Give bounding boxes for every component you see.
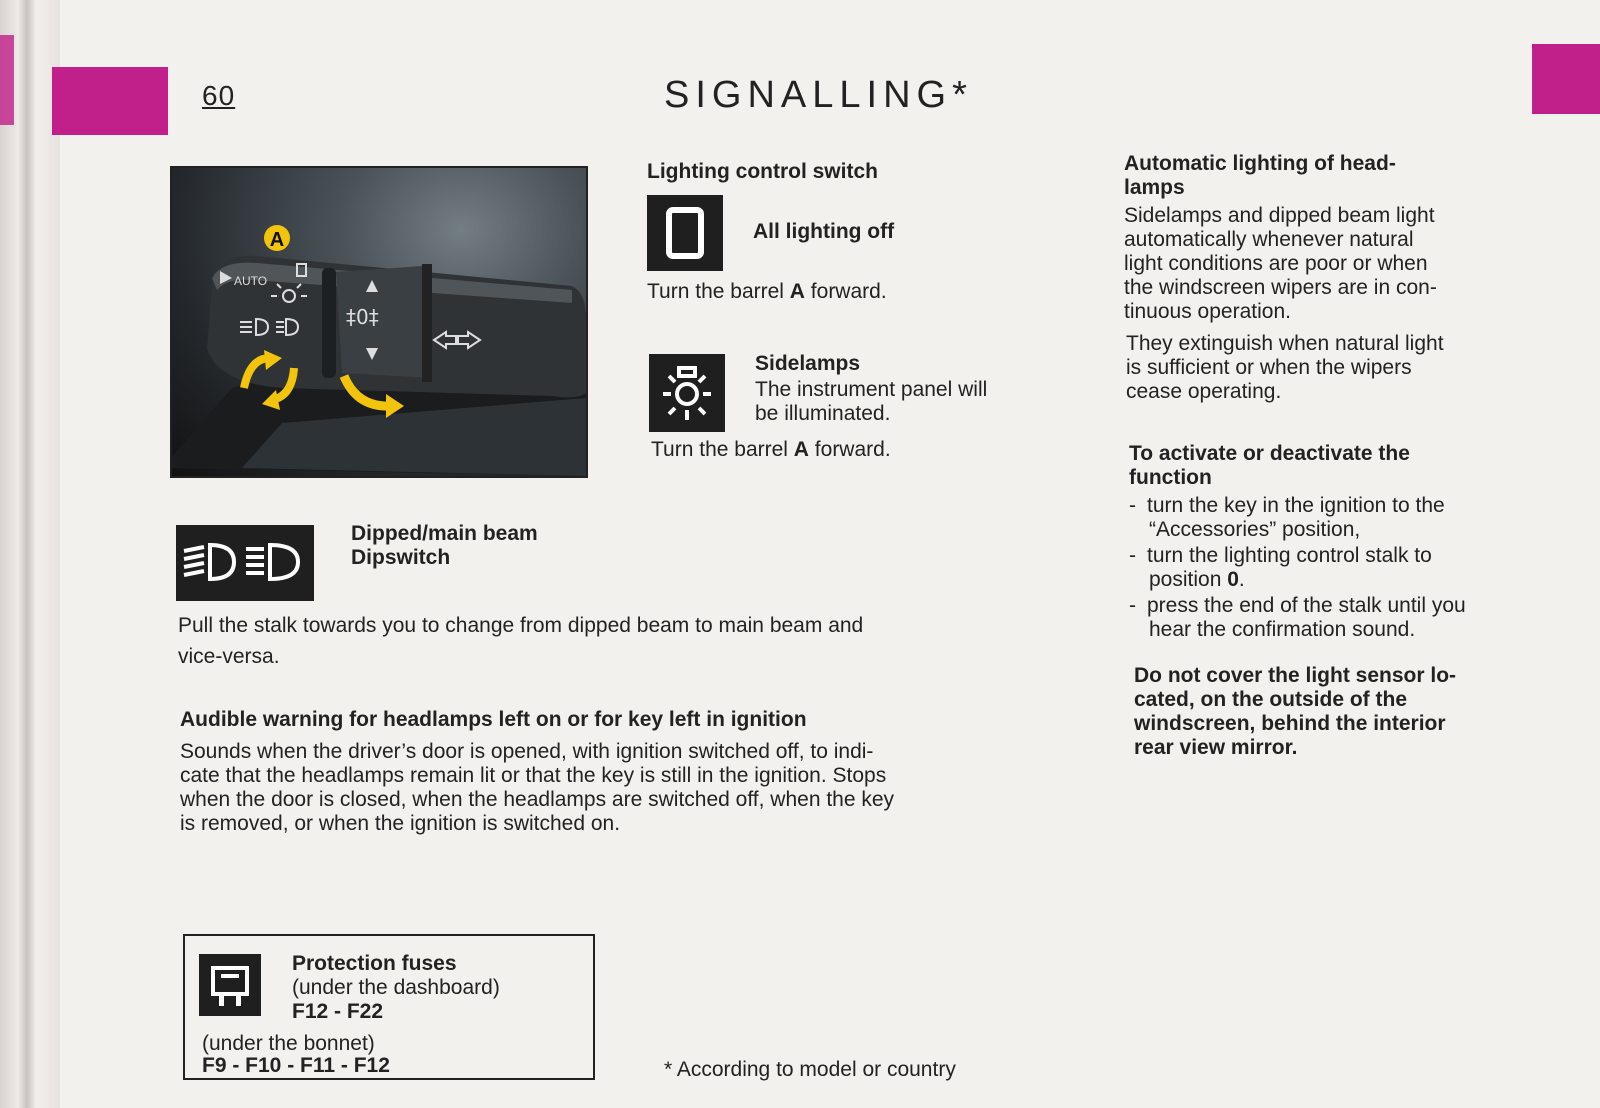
auto-lighting-heading-line-1: Automatic lighting of head- (1124, 152, 1396, 175)
activate-step-3-line-1: press the end of the stalk until you (1147, 594, 1466, 617)
activate-step-1-line-1: turn the key in the ignition to the (1147, 494, 1445, 517)
auto-lighting-text1-line-3: light conditions are poor or when (1124, 252, 1428, 275)
fuses-heading: Protection fuses (292, 952, 457, 975)
stalk-illustration (172, 168, 586, 476)
activate-step-1-line-2: “Accessories” position, (1149, 518, 1361, 541)
fuses-box (183, 934, 595, 1080)
stalk-photo (170, 166, 588, 478)
auto-lighting-text2-line-1: They extinguish when natural light (1126, 332, 1444, 355)
marker-a-label: A (269, 229, 285, 251)
audible-warning-line-1: Sounds when the driver’s door is opened, with ignition switched off, to indi- (180, 740, 874, 763)
activate-step-1-bullet: - (1129, 494, 1136, 517)
dipswitch-heading-line-2: Dipswitch (351, 546, 451, 569)
all-off-label: All lighting off (753, 220, 895, 243)
dipswitch-text-line-2: vice-versa. (178, 645, 280, 668)
dipped-main-beam-icon (176, 525, 314, 601)
edge-thumb-mark (0, 35, 14, 125)
activate-heading-line-1: To activate or deactivate the (1129, 442, 1410, 465)
activate-heading-line-2: function (1129, 466, 1212, 489)
activate-step-2-line-1: turn the lighting control stalk to (1147, 544, 1432, 567)
fuses-bonnet-values: F9 - F10 - F11 - F12 (202, 1054, 390, 1077)
auto-lighting-heading-line-2: lamps (1124, 176, 1185, 199)
chapter-tab-left (52, 67, 168, 135)
activate-step-2-bullet: - (1129, 544, 1136, 567)
svg-text:‡0‡: ‡0‡ (346, 305, 379, 329)
sidelamps-desc-line-1: The instrument panel will (755, 378, 988, 401)
all-off-text: Turn the barrel A forward. (647, 280, 887, 303)
fuses-dashboard-values: F12 - F22 (292, 1000, 384, 1023)
sidelamps-desc-line-2: be illuminated. (755, 402, 891, 425)
warning-line-4: rear view mirror. (1134, 736, 1298, 759)
sidelamps-label: Sidelamps (755, 352, 861, 375)
dipswitch-text-line-1: Pull the stalk towards you to change from dipped beam to main beam and (178, 614, 864, 637)
warning-line-1: Do not cover the light sensor lo- (1134, 664, 1457, 687)
audible-warning-line-2: cate that the headlamps remain lit or that the key is still in the ignition. Stops (180, 764, 887, 787)
auto-lighting-text1-line-4: the windscreen wipers are in con- (1124, 276, 1437, 299)
dipswitch-icon-box (176, 525, 314, 601)
warning-line-3: windscreen, behind the interior (1134, 712, 1446, 735)
auto-lighting-text2-line-2: is sufficient or when the wipers (1126, 356, 1412, 379)
page-title: SIGNALLING* (664, 74, 973, 116)
audible-warning-line-4: is removed, or when the ignition is switched on. (180, 812, 621, 835)
auto-lighting-text1-line-5: tinuous operation. (1124, 300, 1291, 323)
fuse-icon (199, 954, 261, 1016)
activate-step-3-bullet: - (1129, 594, 1136, 617)
page-edge (0, 0, 60, 1108)
sidelamp-icon (649, 354, 725, 432)
auto-label: AUTO (234, 274, 268, 288)
sidelamps-icon-box (649, 354, 725, 432)
lighting-control-heading: Lighting control switch (647, 160, 878, 183)
audible-warning-heading: Audible warning for headlamps left on or for key left in ignition (180, 708, 807, 731)
position-0-icon (647, 195, 723, 271)
chapter-tab-right (1532, 44, 1600, 114)
auto-lighting-text2-line-3: cease operating. (1126, 380, 1282, 403)
dipswitch-heading-line-1: Dipped/main beam (351, 522, 538, 545)
page-number: 60 (202, 80, 236, 111)
auto-lighting-text1-line-2: automatically whenever natural (1124, 228, 1414, 251)
audible-warning-line-3: when the door is closed, when the headlamps are switched off, when the key (180, 788, 895, 811)
fuses-dashboard-note: (under the dashboard) (292, 976, 500, 999)
warning-line-2: cated, on the outside of the (1134, 688, 1408, 711)
auto-lighting-text1-line-1: Sidelamps and dipped beam light (1124, 204, 1435, 227)
all-off-icon-box (647, 195, 723, 271)
activate-step-2-line-2: position 0. (1149, 568, 1245, 591)
footnote: * According to model or country (664, 1058, 956, 1081)
sidelamps-text: Turn the barrel A forward. (651, 438, 891, 461)
fuses-bonnet-note: (under the bonnet) (202, 1032, 375, 1055)
activate-step-3-line-2: hear the confirmation sound. (1149, 618, 1416, 641)
fuse-icon-box (199, 954, 261, 1016)
